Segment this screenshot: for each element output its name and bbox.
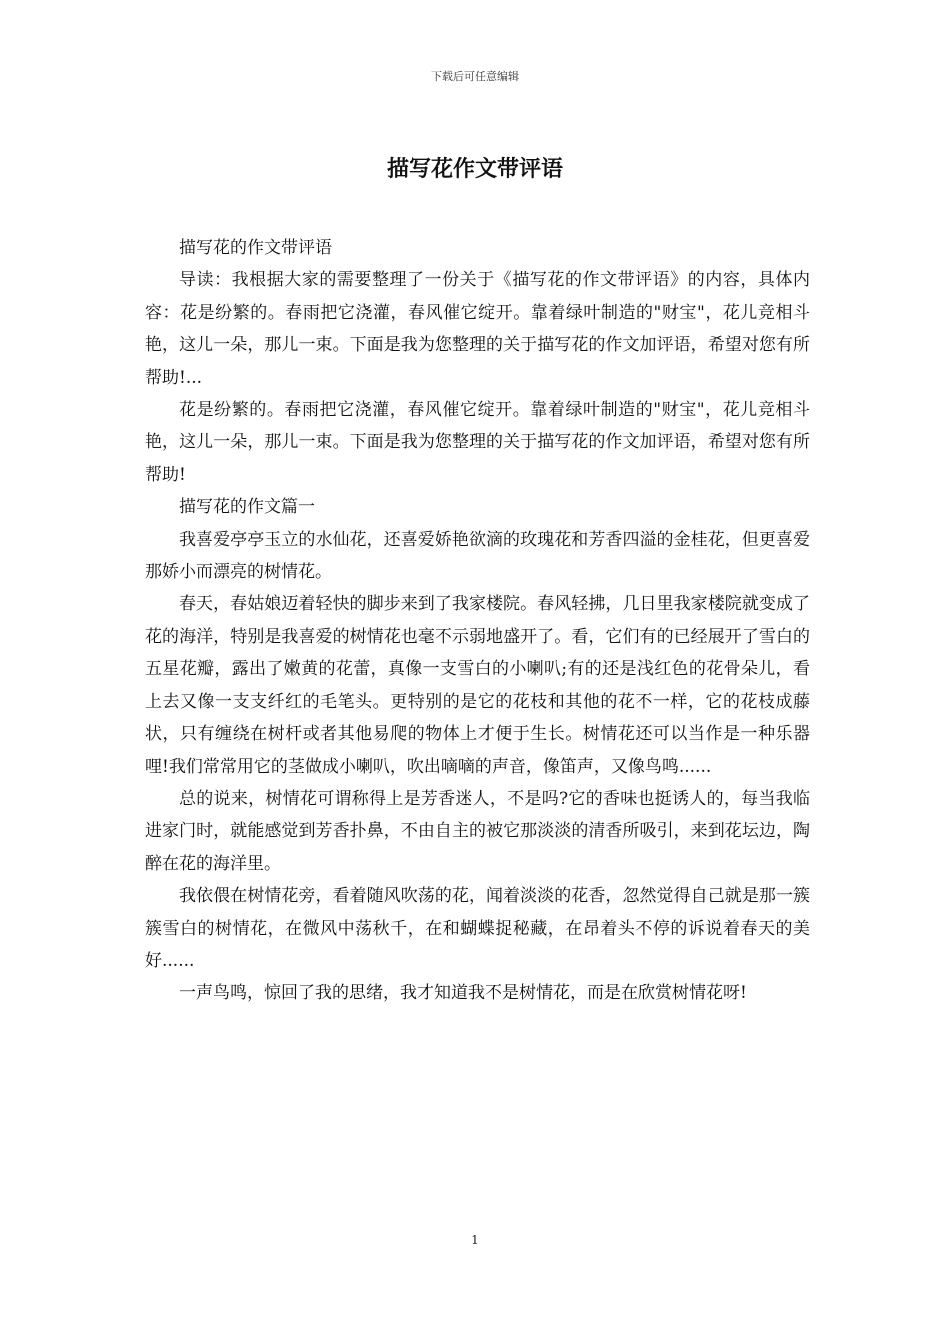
paragraph: 我依偎在树情花旁，看着随风吹荡的花，闻着淡淡的花香，忽然觉得自己就是那一簇簇雪白的树情花，在微风中荡秋千，在和蝴蝶捉秘藏，在昂着头不停的诉说着春天的美好...... xyxy=(145,886,810,971)
paragraph-intro: 导读：我根据大家的需要整理了一份关于《描写花的作文带评语》的内容，具体内容：花是纷繁的。春雨把它浇灌，春风催它绽开。靠着绿叶制造的"财宝"，花儿竞相斗艳，这儿一朵，那儿一束。下面是我为您整理的关于描写花的作文加评语，希望对您有所帮助!... xyxy=(145,270,810,388)
page-number: 1 xyxy=(471,1233,479,1247)
section-heading: 描写花的作文篇一 xyxy=(179,497,315,518)
paragraph: 春天，春姑娘迈着轻快的脚步来到了我家楼院。春风轻拂，几日里我家楼院就变成了花的海洋，特别是我喜爱的树情花也毫不示弱地盛开了。看，它们有的已经展开了雪白的五星花瓣，露出了嫩黄的花蕾，真像一支雪白的小喇叭;有的还是浅红色的花骨朵儿，看上去又像一支支纤红的毛笔头。更特别的是它的花枝和其他的花不一样，它的花枝成藤状，只有缠绕在树杆或者其他易爬的物体上才便于生长。树情花还可以当作是一种乐器哩!我们常常用它的茎做成小喇叭，吹出嘀嘀的声音，像笛声，又像鸟鸣...... xyxy=(145,594,810,777)
paragraph: 总的说来，树情花可谓称得上是芳香迷人，不是吗?它的香味也挺诱人的，每当我临进家门时，就能感觉到芳香扑鼻，不由自主的被它那淡淡的清香所吸引，来到花坛边，陶醉在花的海洋里。 xyxy=(145,788,810,874)
paragraph: 一声鸟鸣，惊回了我的思绪，我才知道我不是树情花，而是在欣赏树情花呀! xyxy=(179,983,747,1004)
paragraph-subtitle: 描写花的作文带评语 xyxy=(179,238,332,258)
document-body xyxy=(145,232,810,1010)
header-note: 下载后可任意编辑 xyxy=(431,70,519,83)
paragraph-summary: 花是纷繁的。春雨把它浇灌，春风催它绽开。靠着绿叶制造的"财宝"，花儿竞相斗艳，这儿一朵，那儿一束。下面是我为您整理的关于描写花的作文加评语，希望对您有所帮助! xyxy=(145,400,810,485)
document-title: 描写花作文带评语 xyxy=(386,156,563,182)
paragraph: 我喜爱亭亭玉立的水仙花，还喜爱娇艳欲滴的玫瑰花和芳香四溢的金桂花，但更喜爱那娇小而漂亮的树情花。 xyxy=(145,529,810,583)
